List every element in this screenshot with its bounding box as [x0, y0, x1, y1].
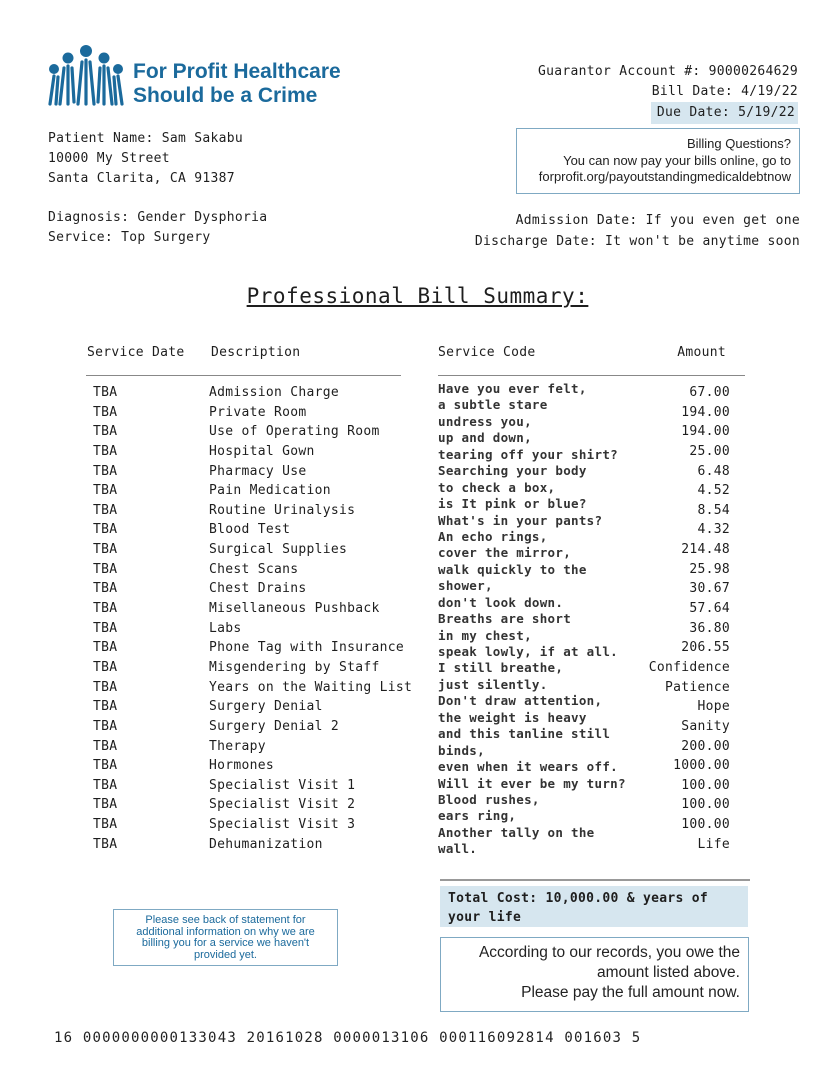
- description-cell: Admission Charge: [209, 385, 340, 400]
- header-amount: Amount: [677, 345, 726, 360]
- admission-info: [475, 210, 800, 252]
- table-row: [0, 638, 835, 658]
- service-code-line: the weight is heavy: [438, 709, 587, 725]
- service-code-line: shower,: [438, 578, 493, 594]
- amount-cell: 100.00: [681, 817, 730, 833]
- service-code-line: just silently.: [438, 676, 548, 692]
- patient-city: Santa Clarita, CA 91387: [48, 171, 235, 186]
- page-title: Professional Bill Summary:: [246, 284, 589, 308]
- description-cell: Specialist Visit 3: [209, 817, 356, 833]
- amount-cell: 25.98: [689, 561, 730, 577]
- header-service-code: Service Code: [438, 345, 536, 360]
- amount-cell: 100.00: [681, 797, 730, 813]
- amount-cell: 25.00: [689, 443, 730, 459]
- description-cell: Hormones: [209, 758, 275, 774]
- service-code-line: speak lowly, if at all.: [438, 644, 618, 659]
- service-date-cell: TBA: [93, 483, 118, 499]
- description-cell: Misgendering by Staff: [209, 659, 380, 675]
- description-cell: Pain Medication: [209, 483, 331, 499]
- service-code-line: Will it ever be my turn?: [438, 775, 626, 791]
- table-row: [0, 795, 835, 815]
- discharge-date: Discharge Date: It won't be anytime soon: [474, 234, 800, 249]
- table-row: [0, 835, 835, 855]
- billing-questions-box: [516, 128, 800, 194]
- table-row: [0, 697, 835, 717]
- service-code-line: in my chest,: [438, 627, 532, 643]
- table-row: [0, 737, 835, 757]
- description-cell: Hospital Gown: [209, 443, 315, 459]
- amount-cell: 67.00: [689, 385, 730, 400]
- header-divider-right: [438, 375, 745, 376]
- service-code-line: What's in your pants?: [438, 512, 603, 528]
- logo-line-1: For Profit Healthcare: [133, 60, 341, 83]
- description-cell: Surgical Supplies: [209, 542, 348, 558]
- service: Service: Top Surgery: [48, 230, 211, 245]
- amount-cell: 57.64: [689, 601, 730, 617]
- service-code-line: binds,: [438, 742, 485, 758]
- service-code-line: up and down,: [438, 430, 532, 446]
- patient-street: 10000 My Street: [48, 151, 170, 166]
- service-code-line: Another tally on the: [438, 824, 595, 840]
- patient-info: [48, 129, 243, 189]
- bill-table: [0, 383, 835, 854]
- service-date-cell: TBA: [93, 718, 118, 734]
- description-cell: Private Room: [209, 404, 307, 420]
- total-divider: [440, 879, 750, 881]
- description-cell: Chest Scans: [209, 561, 299, 577]
- service-date-cell: TBA: [93, 443, 118, 459]
- service-code-line: don't look down.: [438, 594, 564, 610]
- note-line-4: provided yet.: [194, 948, 257, 961]
- service-date-cell: TBA: [93, 522, 118, 538]
- service-date-cell: TBA: [93, 542, 118, 558]
- description-cell: Phone Tag with Insurance: [209, 640, 405, 656]
- service-date-cell: TBA: [93, 620, 118, 636]
- service-date-cell: TBA: [93, 561, 118, 577]
- billing-questions-link[interactable]: forprofit.org/payoutstandingmedicaldebtnow: [538, 169, 791, 184]
- service-date-cell: TBA: [93, 640, 118, 656]
- service-code-line: Don't draw attention,: [438, 693, 603, 709]
- description-cell: Use of Operating Room: [209, 424, 380, 440]
- table-row: [0, 442, 835, 462]
- service-code-line: tearing off your shirt?: [438, 446, 618, 462]
- amount-cell: 200.00: [681, 738, 730, 754]
- logo-line-2: Should be a Crime: [133, 84, 318, 107]
- table-row: [0, 756, 835, 776]
- description-cell: Misellaneous Pushback: [209, 601, 380, 617]
- note-line-2: additional information on why we are: [136, 925, 315, 938]
- description-cell: Surgery Denial 2: [209, 718, 340, 734]
- amount-cell: 4.32: [697, 522, 730, 538]
- owe-line-1: According to our records, you owe the: [478, 944, 740, 961]
- service-date-cell: TBA: [93, 463, 118, 479]
- service-code-line: wall.: [438, 841, 478, 857]
- service-date-cell: TBA: [93, 424, 118, 440]
- billing-questions-text: You can now pay your bills online, go to: [563, 152, 791, 168]
- service-code-line: is It pink or blue?: [438, 496, 587, 512]
- table-row: [0, 462, 835, 482]
- description-cell: Pharmacy Use: [209, 463, 307, 479]
- amount-cell: 194.00: [681, 424, 730, 440]
- service-code-line: An echo rings,: [438, 528, 548, 544]
- service-date-cell: TBA: [93, 758, 118, 774]
- account-info: [538, 62, 798, 124]
- service-code-line: ears ring,: [438, 808, 517, 824]
- table-row: [0, 815, 835, 835]
- service-date-cell: TBA: [93, 385, 118, 400]
- amount-cell: 206.55: [681, 640, 730, 656]
- service-code-line: cover the mirror,: [438, 545, 572, 561]
- table-row: [0, 520, 835, 540]
- table-row: [0, 776, 835, 796]
- table-row: [0, 501, 835, 521]
- service-date-cell: TBA: [93, 738, 118, 754]
- note-line-1: Please see back of statement for: [145, 914, 306, 926]
- table-row: [0, 422, 835, 442]
- service-date-cell: TBA: [93, 836, 118, 852]
- service-code-line: and this tanline still: [438, 726, 611, 742]
- description-cell: Therapy: [209, 738, 266, 754]
- service-date-cell: TBA: [93, 502, 118, 518]
- amount-cell: 194.00: [681, 404, 730, 420]
- table-row: [0, 481, 835, 501]
- bill-date: Bill Date: 4/19/22: [651, 84, 798, 99]
- service-date-cell: TBA: [93, 797, 118, 813]
- total-cost: Total Cost: 10,000.00 & years of your life: [440, 886, 748, 927]
- statement-note-box: [113, 909, 338, 966]
- description-cell: Routine Urinalysis: [209, 502, 356, 518]
- header-description: Description: [211, 345, 301, 360]
- header-divider-left: [86, 375, 401, 376]
- service-code-line: Blood rushes,: [438, 791, 540, 807]
- table-row: [0, 619, 835, 639]
- service-code-line: even when it wears off.: [438, 759, 618, 775]
- amount-cell: Confidence: [648, 659, 730, 675]
- description-cell: Blood Test: [209, 522, 291, 538]
- amount-cell: 6.48: [697, 463, 730, 479]
- description-cell: Chest Drains: [209, 581, 307, 597]
- amount-cell: Hope: [697, 699, 730, 715]
- table-row: [0, 403, 835, 423]
- admission-date: Admission Date: If you even get one: [515, 213, 800, 228]
- service-date-cell: TBA: [93, 817, 118, 833]
- amount-cell: 36.80: [689, 620, 730, 636]
- table-row: [0, 717, 835, 737]
- description-cell: Specialist Visit 2: [209, 797, 356, 813]
- table-row: [0, 540, 835, 560]
- table-row: [0, 383, 835, 403]
- owe-line-3: Please pay the full amount now.: [521, 984, 740, 1001]
- patient-name: Patient Name: Sam Sakabu: [48, 131, 244, 146]
- table-row: [0, 658, 835, 678]
- service-date-cell: TBA: [93, 581, 118, 597]
- owe-line-2: amount listed above.: [596, 964, 740, 981]
- diagnosis-info: [48, 208, 267, 248]
- description-cell: Specialist Visit 1: [209, 777, 356, 793]
- service-date-cell: TBA: [93, 777, 118, 793]
- diagnosis: Diagnosis: Gender Dysphoria: [48, 210, 268, 225]
- table-row: [0, 678, 835, 698]
- people-logo-icon: [46, 44, 126, 108]
- billing-questions-title: Billing Questions?: [686, 136, 791, 151]
- guarantor-account: Guarantor Account #: 90000264629: [537, 64, 798, 79]
- service-date-cell: TBA: [93, 404, 118, 420]
- barcode-number: 16 0000000000133043 20161028 0000013106 000116092814 001603 5: [54, 1030, 642, 1046]
- service-code-line: to check a box,: [438, 479, 556, 495]
- service-code-column: [438, 381, 638, 858]
- amount-cell: 30.67: [689, 581, 730, 597]
- amount-cell: Sanity: [681, 718, 730, 734]
- service-code-line: Breaths are short: [438, 611, 572, 627]
- service-date-cell: TBA: [93, 679, 118, 695]
- service-date-cell: TBA: [93, 699, 118, 715]
- service-code-line: undress you,: [438, 413, 532, 429]
- service-date-cell: TBA: [93, 659, 118, 675]
- amount-cell: Life: [697, 836, 730, 852]
- table-row: [0, 579, 835, 599]
- amount-owed-box: [440, 937, 749, 1012]
- description-cell: Dehumanization: [209, 836, 323, 852]
- description-cell: Labs: [209, 620, 242, 636]
- service-code-line: Searching your body: [438, 463, 587, 479]
- table-row: [0, 599, 835, 619]
- amount-cell: 214.48: [681, 542, 730, 558]
- amount-cell: 4.52: [697, 483, 730, 499]
- service-code-line: Have you ever felt,: [438, 381, 587, 396]
- table-row: [0, 560, 835, 580]
- service-code-line: a subtle stare: [438, 397, 548, 413]
- amount-cell: 8.54: [697, 502, 730, 518]
- note-line-3: billing you for a service we haven't: [141, 937, 310, 949]
- due-date: Due Date: 5/19/22: [651, 102, 798, 124]
- service-code-line: walk quickly to the: [438, 561, 587, 577]
- amount-cell: 100.00: [681, 777, 730, 793]
- description-cell: Surgery Denial: [209, 699, 323, 715]
- amount-cell: Patience: [664, 679, 730, 695]
- service-code-line: I still breathe,: [438, 660, 564, 676]
- service-date-cell: TBA: [93, 601, 118, 617]
- logo-text: [133, 60, 341, 108]
- header-service-date: Service Date: [87, 345, 185, 360]
- amount-cell: 1000.00: [673, 758, 730, 774]
- description-cell: Years on the Waiting List: [209, 679, 413, 695]
